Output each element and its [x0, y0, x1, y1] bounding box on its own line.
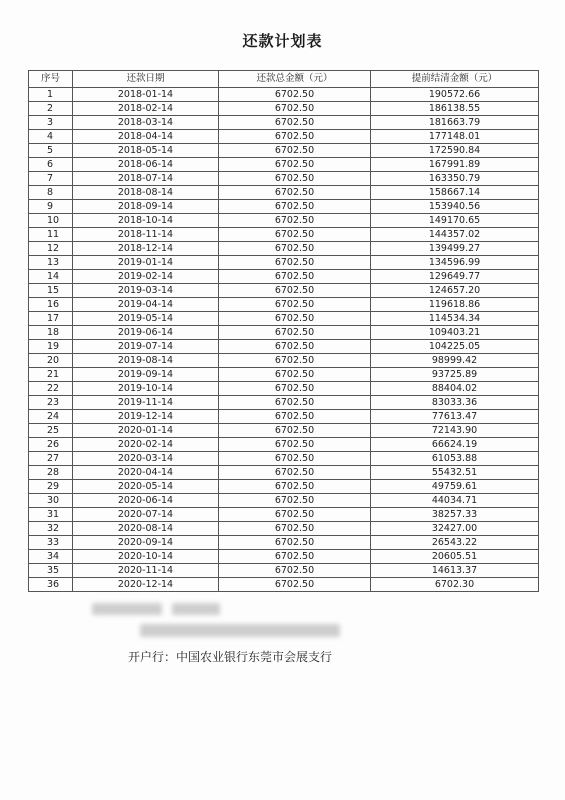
cell-index: 5: [29, 144, 73, 158]
cell-total-amount: 6702.50: [219, 326, 371, 340]
cell-payoff-amount: 181663.79: [371, 116, 539, 130]
cell-date: 2018-04-14: [73, 130, 219, 144]
cell-index: 1: [29, 88, 73, 102]
cell-date: 2018-11-14: [73, 228, 219, 242]
cell-date: 2020-12-14: [73, 578, 219, 592]
cell-total-amount: 6702.50: [219, 144, 371, 158]
cell-total-amount: 6702.50: [219, 396, 371, 410]
cell-date: 2020-01-14: [73, 424, 219, 438]
cell-total-amount: 6702.50: [219, 256, 371, 270]
cell-index: 12: [29, 242, 73, 256]
table-row: [29, 452, 539, 466]
cell-index: 19: [29, 340, 73, 354]
table-row: [29, 214, 539, 228]
table-row: [29, 382, 539, 396]
cell-index: 30: [29, 494, 73, 508]
cell-total-amount: 6702.50: [219, 88, 371, 102]
cell-date: 2019-08-14: [73, 354, 219, 368]
cell-total-amount: 6702.50: [219, 172, 371, 186]
cell-payoff-amount: 38257.33: [371, 508, 539, 522]
cell-payoff-amount: 139499.27: [371, 242, 539, 256]
cell-date: 2020-03-14: [73, 452, 219, 466]
table-row: [29, 172, 539, 186]
cell-date: 2020-08-14: [73, 522, 219, 536]
table-row: [29, 270, 539, 284]
table-row: [29, 410, 539, 424]
cell-date: 2018-09-14: [73, 200, 219, 214]
table-row: [29, 396, 539, 410]
cell-date: 2018-12-14: [73, 242, 219, 256]
table-row: [29, 186, 539, 200]
cell-total-amount: 6702.50: [219, 368, 371, 382]
column-header-date: 还款日期: [73, 71, 219, 88]
table-row: [29, 494, 539, 508]
table-row: [29, 480, 539, 494]
cell-payoff-amount: 66624.19: [371, 438, 539, 452]
cell-index: 24: [29, 410, 73, 424]
cell-date: 2019-02-14: [73, 270, 219, 284]
cell-index: 15: [29, 284, 73, 298]
table-row: [29, 522, 539, 536]
repayment-schedule-table: [28, 70, 539, 592]
cell-payoff-amount: 167991.89: [371, 158, 539, 172]
cell-date: 2020-09-14: [73, 536, 219, 550]
cell-total-amount: 6702.50: [219, 186, 371, 200]
cell-total-amount: 6702.50: [219, 452, 371, 466]
cell-date: 2019-03-14: [73, 284, 219, 298]
cell-total-amount: 6702.50: [219, 480, 371, 494]
cell-index: 3: [29, 116, 73, 130]
cell-date: 2019-09-14: [73, 368, 219, 382]
cell-total-amount: 6702.50: [219, 242, 371, 256]
cell-index: 6: [29, 158, 73, 172]
cell-index: 9: [29, 200, 73, 214]
cell-index: 11: [29, 228, 73, 242]
cell-total-amount: 6702.50: [219, 494, 371, 508]
cell-payoff-amount: 149170.65: [371, 214, 539, 228]
table-row: [29, 536, 539, 550]
cell-index: 31: [29, 508, 73, 522]
table-row: [29, 326, 539, 340]
cell-payoff-amount: 93725.89: [371, 368, 539, 382]
cell-payoff-amount: 20605.51: [371, 550, 539, 564]
cell-index: 32: [29, 522, 73, 536]
cell-payoff-amount: 177148.01: [371, 130, 539, 144]
cell-total-amount: 6702.50: [219, 438, 371, 452]
cell-total-amount: 6702.50: [219, 578, 371, 592]
cell-payoff-amount: 44034.71: [371, 494, 539, 508]
redacted-block: [172, 603, 220, 615]
cell-date: 2020-10-14: [73, 550, 219, 564]
cell-index: 20: [29, 354, 73, 368]
cell-date: 2019-10-14: [73, 382, 219, 396]
column-header-total-amount: 还款总金额（元）: [219, 71, 371, 88]
cell-index: 7: [29, 172, 73, 186]
table-row: [29, 564, 539, 578]
cell-total-amount: 6702.50: [219, 466, 371, 480]
cell-payoff-amount: 144357.02: [371, 228, 539, 242]
cell-date: 2020-05-14: [73, 480, 219, 494]
table-row: [29, 368, 539, 382]
cell-index: 36: [29, 578, 73, 592]
table-row: [29, 256, 539, 270]
cell-payoff-amount: 114534.34: [371, 312, 539, 326]
table-row: [29, 200, 539, 214]
table-row: [29, 550, 539, 564]
cell-date: 2018-10-14: [73, 214, 219, 228]
cell-index: 33: [29, 536, 73, 550]
cell-index: 21: [29, 368, 73, 382]
cell-payoff-amount: 129649.77: [371, 270, 539, 284]
column-header-payoff-amount: 提前结清金额（元）: [371, 71, 539, 88]
cell-date: 2018-02-14: [73, 102, 219, 116]
table-row: [29, 298, 539, 312]
cell-index: 23: [29, 396, 73, 410]
cell-payoff-amount: 163350.79: [371, 172, 539, 186]
cell-index: 35: [29, 564, 73, 578]
cell-date: 2020-11-14: [73, 564, 219, 578]
cell-index: 22: [29, 382, 73, 396]
cell-index: 2: [29, 102, 73, 116]
table-row: [29, 228, 539, 242]
table-row: [29, 466, 539, 480]
cell-total-amount: 6702.50: [219, 284, 371, 298]
table-row: [29, 340, 539, 354]
table-header-row: [29, 71, 539, 88]
table-body: [29, 88, 539, 592]
cell-date: 2018-06-14: [73, 158, 219, 172]
cell-payoff-amount: 77613.47: [371, 410, 539, 424]
table-row: [29, 424, 539, 438]
cell-date: 2018-03-14: [73, 116, 219, 130]
table-row: [29, 158, 539, 172]
cell-total-amount: 6702.50: [219, 522, 371, 536]
column-header-index: 序号: [29, 71, 73, 88]
cell-payoff-amount: 32427.00: [371, 522, 539, 536]
cell-total-amount: 6702.50: [219, 298, 371, 312]
cell-payoff-amount: 98999.42: [371, 354, 539, 368]
cell-date: 2018-01-14: [73, 88, 219, 102]
cell-date: 2018-07-14: [73, 172, 219, 186]
cell-date: 2019-11-14: [73, 396, 219, 410]
table-row: [29, 284, 539, 298]
cell-date: 2020-02-14: [73, 438, 219, 452]
cell-payoff-amount: 55432.51: [371, 466, 539, 480]
table-row: [29, 144, 539, 158]
cell-date: 2019-01-14: [73, 256, 219, 270]
cell-payoff-amount: 190572.66: [371, 88, 539, 102]
cell-index: 26: [29, 438, 73, 452]
cell-total-amount: 6702.50: [219, 564, 371, 578]
cell-total-amount: 6702.50: [219, 158, 371, 172]
cell-date: 2019-12-14: [73, 410, 219, 424]
cell-index: 8: [29, 186, 73, 200]
cell-total-amount: 6702.50: [219, 536, 371, 550]
cell-payoff-amount: 83033.36: [371, 396, 539, 410]
cell-total-amount: 6702.50: [219, 130, 371, 144]
cell-payoff-amount: 158667.14: [371, 186, 539, 200]
cell-payoff-amount: 109403.21: [371, 326, 539, 340]
table-row: [29, 242, 539, 256]
document-title: 还款计划表: [242, 32, 323, 50]
cell-payoff-amount: 88404.02: [371, 382, 539, 396]
table-row: [29, 354, 539, 368]
cell-date: 2020-04-14: [73, 466, 219, 480]
cell-index: 14: [29, 270, 73, 284]
cell-payoff-amount: 104225.05: [371, 340, 539, 354]
cell-payoff-amount: 153940.56: [371, 200, 539, 214]
cell-total-amount: 6702.50: [219, 312, 371, 326]
cell-total-amount: 6702.50: [219, 382, 371, 396]
table-row: [29, 130, 539, 144]
cell-index: 4: [29, 130, 73, 144]
cell-index: 18: [29, 326, 73, 340]
table-row: [29, 508, 539, 522]
cell-total-amount: 6702.50: [219, 200, 371, 214]
cell-total-amount: 6702.50: [219, 354, 371, 368]
cell-payoff-amount: 124657.20: [371, 284, 539, 298]
cell-total-amount: 6702.50: [219, 116, 371, 130]
bank-branch-line: 开户行：中国农业银行东莞市会展支行: [128, 650, 333, 664]
cell-total-amount: 6702.50: [219, 270, 371, 284]
cell-total-amount: 6702.50: [219, 214, 371, 228]
cell-index: 25: [29, 424, 73, 438]
cell-payoff-amount: 186138.55: [371, 102, 539, 116]
cell-date: 2020-07-14: [73, 508, 219, 522]
cell-index: 34: [29, 550, 73, 564]
cell-payoff-amount: 119618.86: [371, 298, 539, 312]
cell-index: 13: [29, 256, 73, 270]
cell-total-amount: 6702.50: [219, 508, 371, 522]
table-row: [29, 88, 539, 102]
cell-total-amount: 6702.50: [219, 102, 371, 116]
cell-payoff-amount: 134596.99: [371, 256, 539, 270]
table-row: [29, 312, 539, 326]
cell-payoff-amount: 49759.61: [371, 480, 539, 494]
cell-index: 27: [29, 452, 73, 466]
cell-payoff-amount: 61053.88: [371, 452, 539, 466]
cell-date: 2020-06-14: [73, 494, 219, 508]
cell-date: 2019-07-14: [73, 340, 219, 354]
cell-total-amount: 6702.50: [219, 228, 371, 242]
cell-payoff-amount: 172590.84: [371, 144, 539, 158]
cell-total-amount: 6702.50: [219, 410, 371, 424]
cell-payoff-amount: 14613.37: [371, 564, 539, 578]
cell-date: 2018-05-14: [73, 144, 219, 158]
cell-date: 2019-04-14: [73, 298, 219, 312]
cell-total-amount: 6702.50: [219, 424, 371, 438]
cell-index: 17: [29, 312, 73, 326]
cell-date: 2019-06-14: [73, 326, 219, 340]
table-row: [29, 116, 539, 130]
cell-date: 2019-05-14: [73, 312, 219, 326]
cell-index: 29: [29, 480, 73, 494]
cell-payoff-amount: 6702.30: [371, 578, 539, 592]
cell-total-amount: 6702.50: [219, 550, 371, 564]
redacted-block: [140, 624, 340, 637]
redacted-block: [92, 603, 162, 615]
table-row: [29, 578, 539, 592]
cell-payoff-amount: 26543.22: [371, 536, 539, 550]
cell-total-amount: 6702.50: [219, 340, 371, 354]
table-row: [29, 102, 539, 116]
cell-index: 10: [29, 214, 73, 228]
cell-index: 16: [29, 298, 73, 312]
cell-index: 28: [29, 466, 73, 480]
cell-payoff-amount: 72143.90: [371, 424, 539, 438]
cell-date: 2018-08-14: [73, 186, 219, 200]
table-row: [29, 438, 539, 452]
